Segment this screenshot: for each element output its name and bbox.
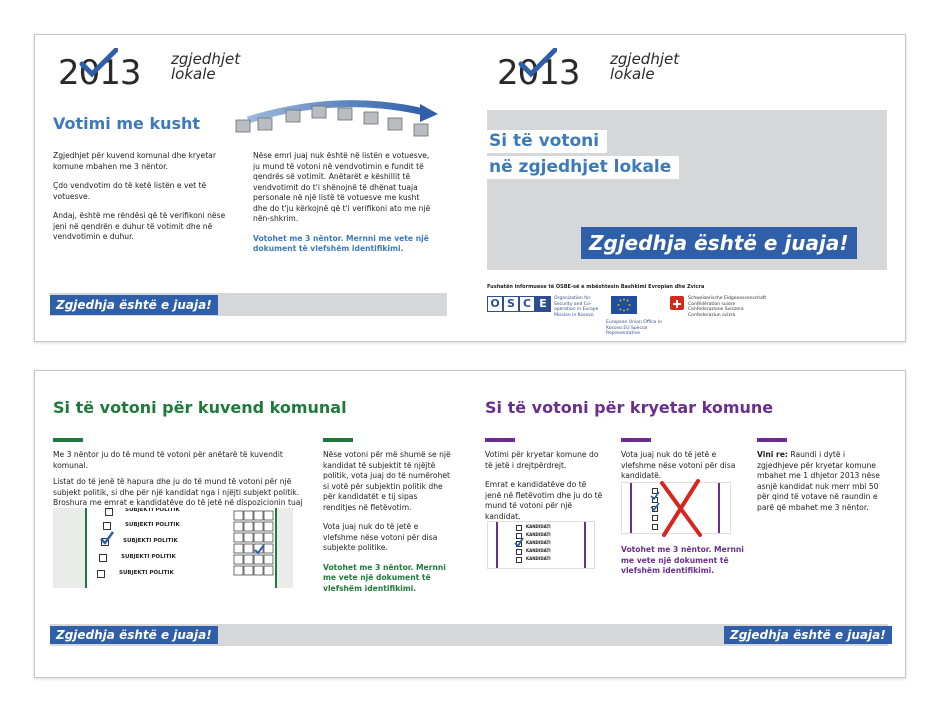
assembly-ballot-checkbox xyxy=(97,570,105,578)
assembly-ballot-row: SUBJEKTI POLITIK xyxy=(125,508,180,513)
mayor-rule-2 xyxy=(621,438,651,442)
mayor-note-text: Raundi i dytë i zgjedhjeve për kryetar komune mbahet me 1 dhjetor 2013 nëse asnjë kandidat nuk merr mbi 50 për qind të votave në raundin e parë që mbahet me 3 nëntor. xyxy=(757,450,880,512)
osce-letter-o: O xyxy=(487,296,503,312)
mayor-ballot-checkbox xyxy=(516,557,522,563)
check-icon xyxy=(78,48,118,78)
mayor-ballot-row: KANDIDATI xyxy=(526,556,551,561)
mayor-ballot-right-border xyxy=(584,522,586,568)
mayor-col1-p1: Votimi për kryetar komune do të jetë i drejtpërdrejt. xyxy=(485,450,599,470)
invalid-ballot-right-border xyxy=(718,483,720,533)
osce-text: Organization for Security and Co-operation in Europe Mission in Kosovo xyxy=(554,296,599,318)
assembly-ballot-row: SUBJEKTI POLITIK xyxy=(121,554,176,560)
conditional-voting-col2-text: Nëse emri juaj nuk është në listën e votuesve, ju mund të votoni në vendvotimin e fundit të qendrës së votimit. Anëtarët e këshillit të vendvotimit do t'i shënojnë të dhënat tuaja personale në një listë të votuesve me kusht dhe do t'ju kërkojnë që t'i verifikoni ato me një nën-shkrim. xyxy=(253,151,431,223)
assembly-highlight: Votohet me 3 nëntor. Mernni me vete një dokument të vlefshëm identifikimi. xyxy=(323,562,446,593)
mayor-col3 xyxy=(757,450,885,522)
assembly-col2-p2: Vota juaj nuk do të jetë e vlefshme nëse votoni për disa subjekte politike. xyxy=(323,522,438,552)
assembly-ballot-right-border xyxy=(275,508,277,588)
invalid-ballot-illustration xyxy=(621,482,731,534)
assembly-rule-1 xyxy=(53,438,83,442)
mayor-ballot-illustration xyxy=(487,521,595,569)
mayor-col3-note xyxy=(757,450,885,513)
osce-letter-s: S xyxy=(503,296,519,312)
cover-title-line2: në zgjedhjet lokale xyxy=(483,156,679,179)
mayor-ballot-checkbox xyxy=(516,549,522,555)
mayor-col1 xyxy=(485,450,603,531)
logo-year: 2013 xyxy=(497,53,580,93)
logo-top-right xyxy=(497,50,697,94)
slogan-top-left: Zgjedhja është e juaja! xyxy=(50,295,218,315)
swiss-flag-icon xyxy=(670,296,684,310)
assembly-ballot-checkbox xyxy=(105,508,113,516)
mayor-col2-p1: Vota juaj nuk do të jetë e vlefshme nëse votoni për disa kandidatë. xyxy=(621,450,736,480)
osce-logo xyxy=(487,296,607,318)
osce-letter-e: E xyxy=(535,296,551,312)
conditional-voting-col1 xyxy=(53,151,235,252)
logo-word-2: lokale xyxy=(610,65,655,83)
cover-slogan: Zgjedhja është e juaja! xyxy=(581,227,857,259)
mayor-ballot-row: KANDIDATI xyxy=(526,548,551,553)
mayor-note-label: Vini re: xyxy=(757,450,788,459)
logo-word-1: zgjedhjet xyxy=(610,50,680,68)
check-icon xyxy=(99,530,115,546)
logo-year: 2013 xyxy=(58,53,141,93)
logo-top-left xyxy=(58,50,258,94)
swiss-text-it: Confederazione Svizzera xyxy=(688,307,744,312)
conditional-voting-p2: Çdo vendvotim do të ketë listën e vet të votuesve. xyxy=(53,181,207,201)
assembly-ballot-row: SUBJEKTI POLITIK xyxy=(123,538,178,544)
conditional-voting-highlight: Votohet me 3 nëntor. Mernni me vete një dokument të vlefshëm identifikimi. xyxy=(253,233,429,253)
mayor-ballot-row: KANDIDATI xyxy=(526,532,551,537)
ballot-boxes-arrow-illustration xyxy=(228,96,454,146)
assembly-rule-2 xyxy=(323,438,353,442)
assembly-title: Si të votoni për kuvend komunal xyxy=(53,398,347,417)
assembly-col2 xyxy=(323,450,451,603)
mayor-highlight: Votohet me 3 nëntor. Mernni me vete një dokument të vlefshëm identifikimi. xyxy=(621,545,744,575)
funding-note: Fushatën informuese të OSBE-së e mbështesin Bashkimi Evropian dhe Zvicra xyxy=(487,284,705,290)
invalid-ballot-left-border xyxy=(630,483,632,533)
assembly-ballot-row: SUBJEKTI POLITIK xyxy=(119,570,174,576)
osce-letter-c: C xyxy=(519,296,535,312)
mayor-rule-1 xyxy=(485,438,515,442)
eu-flag-icon xyxy=(611,296,637,314)
assembly-ballot-row: SUBJEKTI POLITIK xyxy=(125,522,180,528)
conditional-voting-p1: Zgjedhjet për kuvend komunal dhe kryetar komune mbahen me 3 nëntor. xyxy=(53,151,216,171)
mayor-rule-3 xyxy=(757,438,787,442)
conditional-voting-col2 xyxy=(253,151,435,264)
assembly-ballot-checkbox xyxy=(99,554,107,562)
check-icon xyxy=(514,537,524,547)
mayor-col1-p2: Emrat e kandidatëve do të jenë në fletëvotim dhe ju do të mund të votoni për një kandidat. xyxy=(485,480,603,521)
eu-text: European Union Office in Kosovo EU Special Representative xyxy=(606,320,662,336)
logo-word-1: zgjedhjet xyxy=(171,50,241,68)
assembly-col2-p1: Nëse votoni për më shumë se një kandidat të subjektit të njëjtë politik, vota juaj do të numërohet si votë për subjektin politik dhe për kandidatët e tij sipas renditjes në fletëvotim. xyxy=(323,450,451,512)
red-x-icon xyxy=(658,477,704,539)
swiss-text-fr: Confédération suisse xyxy=(688,301,736,307)
mayor-ballot-left-border xyxy=(496,522,498,568)
assembly-ballot-checkbox xyxy=(103,522,111,530)
mayor-title: Si të votoni për kryetar komune xyxy=(485,398,774,417)
slogan-bottom-left: Zgjedhja është e juaja! xyxy=(50,626,218,644)
conditional-voting-p3: Andaj, është me rëndësi që të verifikoni nëse jeni në qendrën e duhur të votimit dhe në vendvotimin e duhur. xyxy=(53,211,226,241)
check-icon xyxy=(517,48,557,78)
mayor-ballot-checkbox xyxy=(516,525,522,531)
swiss-text-de: Schweizerische Eidgenossenschaft xyxy=(688,296,767,301)
logo-word-2: lokale xyxy=(171,65,216,83)
slogan-bottom-right: Zgjedhja është e juaja! xyxy=(724,626,892,644)
conditional-voting-title: Votimi me kusht xyxy=(53,114,201,133)
candidate-number-grid xyxy=(233,510,275,588)
swiss-text xyxy=(688,296,788,318)
mayor-ballot-row: KANDIDATI xyxy=(526,524,551,529)
cover-title-line1: Si të votoni xyxy=(483,130,607,153)
assembly-p1: Me 3 nëntor ju do të mund të votoni për anëtarë të kuvendit komunal. xyxy=(53,450,283,470)
swiss-text-rm: Confederaziun svizra xyxy=(688,312,736,318)
mayor-ballot-row: KANDIDATI xyxy=(526,540,551,545)
assembly-p2: Listat do të jenë të hapura dhe ju do të mund të votoni për një subjekt politik, si dhe për një kandidat nga i njëjti subjekt politik. Broshura me emrat e kandidatëve do të jetë në dispozicionin tuaj xyxy=(53,477,303,507)
assembly-ballot-illustration xyxy=(53,508,293,588)
